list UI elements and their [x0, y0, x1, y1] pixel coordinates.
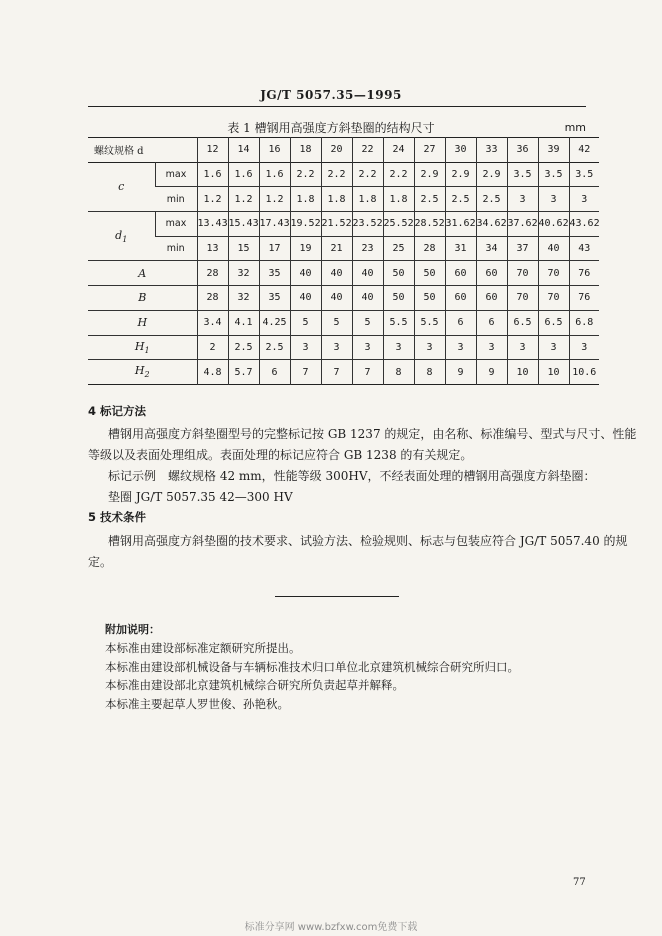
value-cell: 40: [538, 236, 569, 261]
value-cell: 8: [383, 360, 414, 385]
value-cell: 3: [507, 335, 538, 360]
value-cell: 25: [383, 236, 414, 261]
value-cell: 31: [445, 236, 476, 261]
thread-size-cell: 24: [383, 138, 414, 163]
table-row: [88, 162, 599, 187]
value-cell: 5.5: [383, 310, 414, 335]
value-cell: 2.5: [228, 335, 259, 360]
note-line: 本标准主要起草人罗世俊、孙艳秋。: [105, 697, 289, 711]
value-cell: 9: [476, 360, 507, 385]
table-row: [88, 187, 599, 212]
value-cell: 13.43: [197, 212, 228, 237]
value-cell: 60: [445, 286, 476, 311]
row-group-label: $d_1$: [115, 228, 128, 244]
thread-size-cell: 12: [197, 138, 228, 163]
value-cell: 35: [259, 261, 290, 286]
thread-size-cell: 16: [259, 138, 290, 163]
value-cell: 40: [352, 261, 383, 286]
document-header: JG/T 5057.35—1995: [260, 88, 402, 102]
value-cell: 1.2: [228, 187, 259, 212]
row-label: H: [137, 316, 148, 330]
value-cell: 60: [445, 261, 476, 286]
thread-size-cell: 42: [569, 138, 599, 163]
value-cell: 1.6: [228, 162, 259, 187]
value-cell: 1.8: [352, 187, 383, 212]
value-cell: 10: [538, 360, 569, 385]
row-label: A: [138, 266, 147, 280]
dimension-table: [88, 137, 599, 385]
thread-size-cell: 22: [352, 138, 383, 163]
value-cell: 10: [507, 360, 538, 385]
value-cell: 9: [445, 360, 476, 385]
note-line: 本标准由建设部北京建筑机械综合研究所负责起草并解释。: [105, 678, 404, 692]
section-4-paragraph-line-2: 等级以及表面处理组成。表面处理的标记应符合 GB 1238 的有关规定。: [88, 448, 473, 462]
value-cell: 32: [228, 286, 259, 311]
value-cell: 70: [538, 261, 569, 286]
value-cell: 3.5: [538, 162, 569, 187]
value-cell: 17.43: [259, 212, 290, 237]
value-cell: 31.62: [445, 212, 476, 237]
value-cell: 40: [321, 261, 352, 286]
row-label: $H_2$: [134, 364, 150, 380]
value-cell: 3: [507, 187, 538, 212]
value-cell: 3: [414, 335, 445, 360]
marking-example-mark: 垫圈 JG/T 5057.35 42—300 HV: [108, 490, 293, 504]
thread-size-cell: 27: [414, 138, 445, 163]
section-divider: [275, 596, 399, 597]
notes-title: 附加说明：: [105, 623, 160, 636]
value-cell: 3: [445, 335, 476, 360]
value-cell: 28: [197, 261, 228, 286]
value-cell: 2.2: [290, 162, 321, 187]
table-row: [88, 310, 599, 335]
row-sub-label: max: [155, 212, 197, 237]
value-cell: 3: [476, 335, 507, 360]
value-cell: 1.2: [259, 187, 290, 212]
value-cell: 60: [476, 261, 507, 286]
table-row: [88, 286, 599, 311]
value-cell: 3: [538, 335, 569, 360]
value-cell: 1.6: [259, 162, 290, 187]
value-cell: 2.5: [476, 187, 507, 212]
value-cell: 3.5: [507, 162, 538, 187]
value-cell: 76: [569, 261, 599, 286]
value-cell: 23.52: [352, 212, 383, 237]
row-label: $H_1$: [134, 339, 150, 355]
page-number: 77: [573, 877, 586, 888]
table-unit: mm: [564, 121, 586, 134]
table-row: [88, 212, 599, 237]
value-cell: 35: [259, 286, 290, 311]
value-cell: 34: [476, 236, 507, 261]
value-cell: 1.2: [197, 187, 228, 212]
value-cell: 76: [569, 286, 599, 311]
value-cell: 70: [507, 261, 538, 286]
thread-size-cell: 36: [507, 138, 538, 163]
thread-size-cell: 20: [321, 138, 352, 163]
value-cell: 2.9: [445, 162, 476, 187]
row-sub-label: max: [155, 162, 197, 187]
value-cell: 7: [290, 360, 321, 385]
value-cell: 6: [445, 310, 476, 335]
value-cell: 2.9: [414, 162, 445, 187]
value-cell: 34.62: [476, 212, 507, 237]
value-cell: 7: [352, 360, 383, 385]
value-cell: 4.1: [228, 310, 259, 335]
value-cell: 50: [383, 286, 414, 311]
value-cell: 70: [507, 286, 538, 311]
value-cell: 60: [476, 286, 507, 311]
value-cell: 15.43: [228, 212, 259, 237]
table-header-row: [88, 138, 599, 163]
section-4-paragraph-line-1: 槽钢用高强度方斜垫圈型号的完整标记按 GB 1237 的规定，由名称、标准编号、型式与尺寸、性能: [108, 427, 637, 441]
value-cell: 3: [569, 335, 599, 360]
value-cell: 2.2: [321, 162, 352, 187]
value-cell: 1.8: [383, 187, 414, 212]
value-cell: 28: [197, 286, 228, 311]
value-cell: 6.8: [569, 310, 599, 335]
value-cell: 15: [228, 236, 259, 261]
value-cell: 40: [290, 286, 321, 311]
value-cell: 40: [290, 261, 321, 286]
value-cell: 2.5: [259, 335, 290, 360]
note-line: 本标准由建设部标准定额研究所提出。: [105, 641, 301, 655]
value-cell: 8: [414, 360, 445, 385]
row-group-label: c: [118, 180, 125, 194]
row-label: B: [138, 291, 147, 305]
value-cell: 6.5: [507, 310, 538, 335]
value-cell: 7: [321, 360, 352, 385]
thread-size-cell: 30: [445, 138, 476, 163]
value-cell: 37.62: [507, 212, 538, 237]
value-cell: 28: [414, 236, 445, 261]
table-caption: 表 1 槽钢用高强度方斜垫圈的结构尺寸: [227, 121, 435, 135]
thread-size-cell: 18: [290, 138, 321, 163]
value-cell: 2.5: [414, 187, 445, 212]
value-cell: 19: [290, 236, 321, 261]
value-cell: 1.8: [321, 187, 352, 212]
value-cell: 5.5: [414, 310, 445, 335]
value-cell: 25.52: [383, 212, 414, 237]
table-row: [88, 360, 599, 385]
value-cell: 3.4: [197, 310, 228, 335]
table-row: [88, 335, 599, 360]
value-cell: 5: [290, 310, 321, 335]
value-cell: 2.5: [445, 187, 476, 212]
marking-example-label: 标记示例: [108, 469, 157, 483]
value-cell: 2: [197, 335, 228, 360]
note-line: 本标准由建设部机械设备与车辆标准技术归口单位北京建筑机械综合研究所归口。: [105, 660, 519, 674]
section-5-paragraph-line-1: 槽钢用高强度方斜垫圈的技术要求、试验方法、检验规则、标志与包装应符合 JG/T 5057.40 的规: [108, 534, 628, 548]
value-cell: 2.2: [383, 162, 414, 187]
thread-size-cell: 33: [476, 138, 507, 163]
marking-example-text: 螺纹规格 42 mm，性能等级 300HV，不经表面处理的槽钢用高强度方斜垫圈：: [168, 469, 596, 483]
value-cell: 50: [414, 286, 445, 311]
value-cell: 6.5: [538, 310, 569, 335]
value-cell: 3: [321, 335, 352, 360]
header-thread-label: 螺纹规格 d: [94, 146, 144, 158]
value-cell: 32: [228, 261, 259, 286]
value-cell: 3: [352, 335, 383, 360]
value-cell: 5: [321, 310, 352, 335]
value-cell: 50: [414, 261, 445, 286]
value-cell: 50: [383, 261, 414, 286]
thread-size-cell: 14: [228, 138, 259, 163]
section-5-title: 5 技术条件: [88, 510, 147, 524]
value-cell: 4.8: [197, 360, 228, 385]
row-sub-label: min: [166, 243, 185, 255]
value-cell: 28.52: [414, 212, 445, 237]
value-cell: 2.2: [352, 162, 383, 187]
thread-size-cell: 39: [538, 138, 569, 163]
value-cell: 3: [569, 187, 599, 212]
value-cell: 3: [290, 335, 321, 360]
value-cell: 4.25: [259, 310, 290, 335]
value-cell: 1.8: [290, 187, 321, 212]
value-cell: 37: [507, 236, 538, 261]
header-rule: [88, 106, 586, 107]
value-cell: 43.62: [569, 212, 599, 237]
value-cell: 6: [259, 360, 290, 385]
value-cell: 21: [321, 236, 352, 261]
table-row: [88, 261, 599, 286]
value-cell: 17: [259, 236, 290, 261]
marking-example: [108, 465, 596, 487]
value-cell: 13: [197, 236, 228, 261]
row-sub-label: min: [166, 193, 185, 205]
value-cell: 5: [352, 310, 383, 335]
value-cell: 43: [569, 236, 599, 261]
value-cell: 2.9: [476, 162, 507, 187]
section-5-paragraph-line-2: 定。: [88, 555, 113, 569]
table-row: [88, 236, 599, 261]
value-cell: 3: [538, 187, 569, 212]
value-cell: 40: [321, 286, 352, 311]
footer-watermark: 标准分享网 www.bzfxw.com免费下载: [244, 922, 418, 933]
value-cell: 70: [538, 286, 569, 311]
value-cell: 23: [352, 236, 383, 261]
value-cell: 6: [476, 310, 507, 335]
value-cell: 40.62: [538, 212, 569, 237]
value-cell: 40: [352, 286, 383, 311]
value-cell: 1.6: [197, 162, 228, 187]
section-4-title: 4 标记方法: [88, 404, 147, 418]
value-cell: 10.6: [569, 360, 599, 385]
value-cell: 5.7: [228, 360, 259, 385]
value-cell: 3: [383, 335, 414, 360]
value-cell: 19.52: [290, 212, 321, 237]
value-cell: 21.52: [321, 212, 352, 237]
value-cell: 3.5: [569, 162, 599, 187]
